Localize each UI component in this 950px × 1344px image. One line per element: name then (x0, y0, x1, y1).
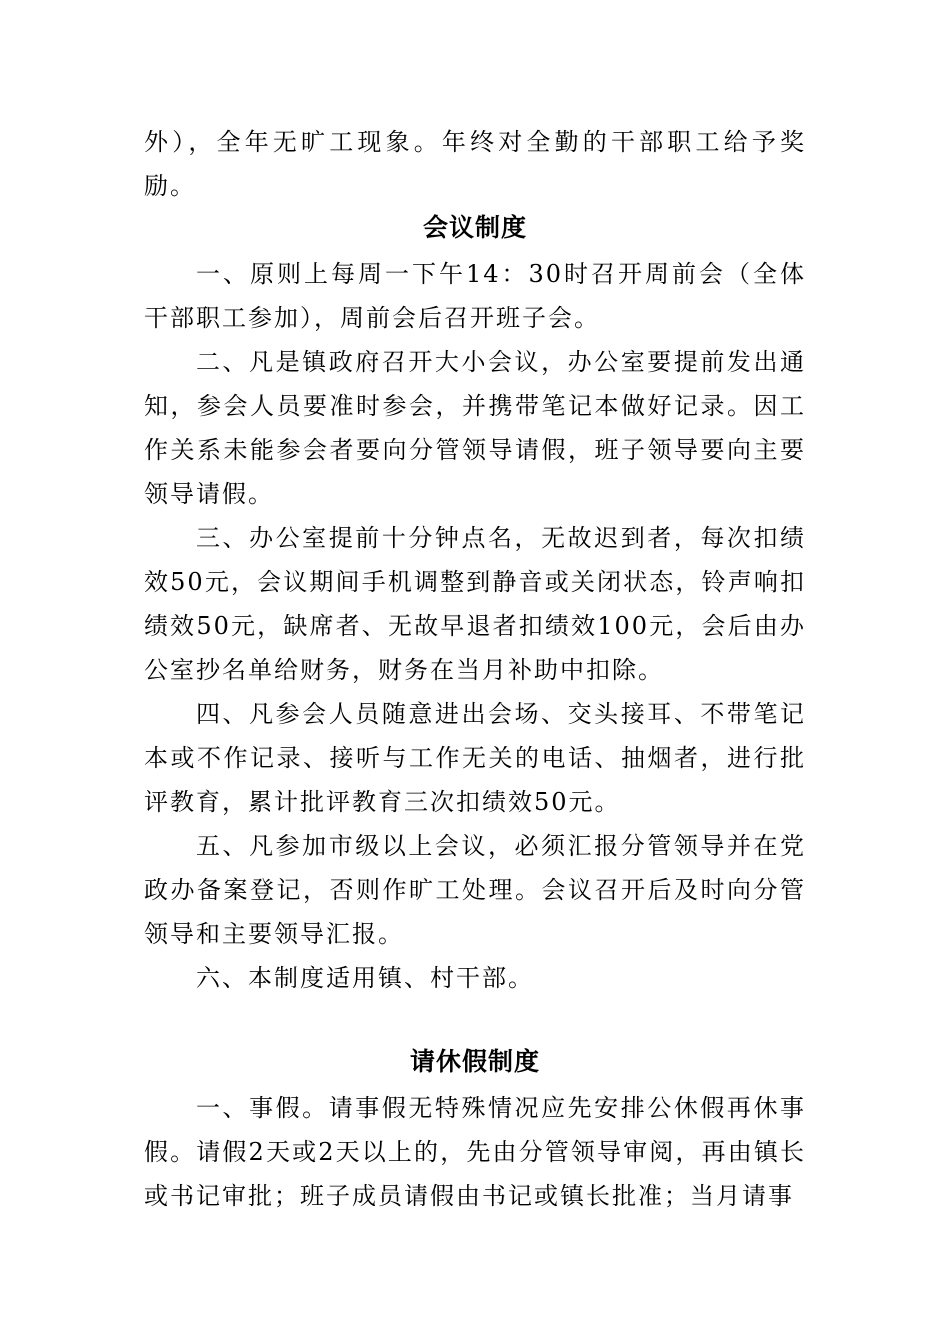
continuation-paragraph: 外），全年无旷工现象。年终对全勤的干部职工给予奖励。 (144, 128, 806, 200)
meeting-section-title: 会议制度 (422, 213, 527, 242)
meeting-paragraph-6: 六、本制度适用镇、村干部。 (196, 964, 534, 992)
leave-paragraph-1: 一、事假。请事假无特殊情况应先安排公休假再休事假。请假2天或2天以上的，先由分管领导审阅，再由镇长或书记审批；班子成员请假由书记或镇长批准；当月请事 (144, 1094, 806, 1210)
leave-section-title: 请休假制度 (409, 1047, 540, 1076)
meeting-paragraph-2: 二、凡是镇政府召开大小会议，办公室要提前发出通知，参会人员要准时参会，并携带笔记本做好记录。因工作关系未能参会者要向分管领导请假，班子领导要向主要领导请假。 (144, 348, 806, 508)
meeting-paragraph-5: 五、凡参加市级以上会议，必须汇报分管领导并在党政办备案登记，否则作旷工处理。会议召开后及时向分管领导和主要领导汇报。 (144, 832, 806, 948)
meeting-paragraph-1: 一、原则上每周一下午14：30时召开周前会（全体干部职工参加），周前会后召开班子会。 (144, 260, 806, 332)
meeting-paragraph-3: 三、办公室提前十分钟点名，无故迟到者，每次扣绩效50元，会议期间手机调整到静音或关闭状态，铃声响扣绩效50元，缺席者、无故早退者扣绩效100元，会后由办公室抄名单给财务，财务在当月补助中扣除。 (144, 524, 806, 684)
meeting-paragraph-4: 四、凡参会人员随意进出会场、交头接耳、不带笔记本或不作记录、接听与工作无关的电话、抽烟者，进行批评教育，累计批评教育三次扣绩效50元。 (144, 700, 806, 816)
